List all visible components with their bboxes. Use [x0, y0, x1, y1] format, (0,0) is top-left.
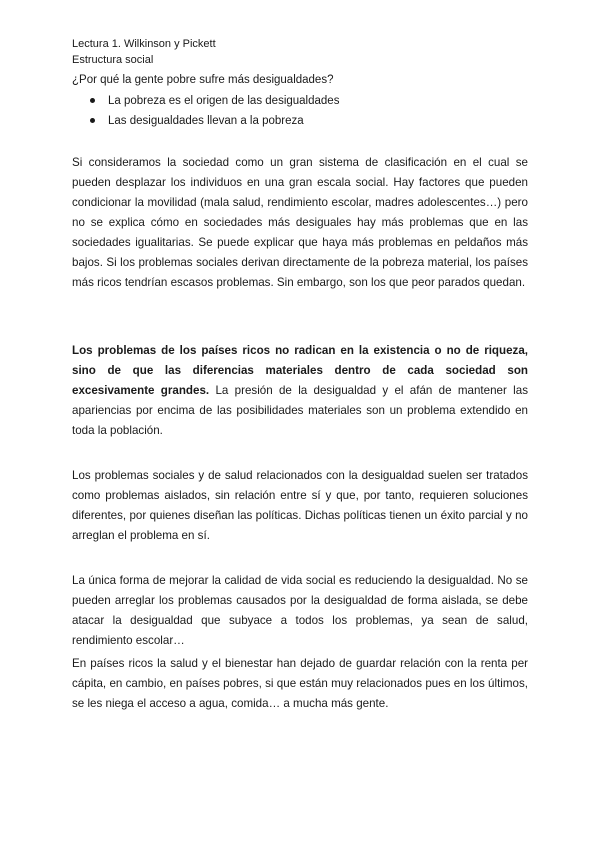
list-item — [90, 112, 339, 132]
paragraph-social-classification: Si consideramos la sociedad como un gran sistema de clasificación en el cual se pueden desplazar los individuos en una gran escala social. Hay factores que pueden condicionar la movilidad (mala salud, rendimiento escolar, madres adolescentes…) pero no se explica cómo en sociedades más desiguales hay más problemas que en las sociedades igualitarias. Se puede explicar que haya más problemas en peldaños más bajos. Si los problemas sociales derivan directamente de la pobreza material, los países más ricos tendrían escasos problemas. Sin embargo, son los que peor parados quedan. — [72, 156, 528, 289]
paragraph-health-income: En países ricos la salud y el bienestar han dejado de guardar relación con la renta per cápita, en cambio, en países pobres, si que están muy relacionados pues en los últimos, se les niega el acceso a agua, comida… a mucha más gente. — [72, 657, 528, 710]
document-header — [72, 36, 216, 68]
bullet-list — [90, 92, 339, 132]
list-item — [90, 92, 339, 112]
paragraph-reduce-inequality: La única forma de mejorar la calidad de vida social es reduciendo la desigualdad. No se pueden arreglar los problemas causados por la desigualdad de forma aislada, se debe atacar la desigualdad que subyace a todos los problemas, ya sean de salud, rendimiento escolar… — [72, 574, 528, 647]
list-item-text: La pobreza es el origen de las desigualdades — [108, 95, 340, 107]
header-course-title: Lectura 1. Wilkinson y Pickett — [72, 38, 216, 50]
list-item-text: Las desigualdades llevan a la pobreza — [108, 115, 304, 127]
paragraph-bold-statement: Los problemas de los países ricos no radican en la existencia o no de riqueza, sino de que las diferencias materiales dentro de cada sociedad son excesivamente grandes. — [72, 344, 528, 397]
section-question: ¿Por qué la gente pobre sufre más desigualdades? — [72, 74, 334, 86]
header-subject: Estructura social — [72, 54, 154, 66]
bullet-icon — [90, 118, 95, 123]
paragraph-continuation: La presión de la desigualdad y el afán de mantener las apariencias por encima de las posibilidades materiales son un problema extendido en toda la población. — [72, 384, 528, 437]
paragraph-isolated-problems: Los problemas sociales y de salud relacionados con la desigualdad suelen ser tratados como problemas aislados, sin relación entre sí y que, por tanto, requieren soluciones diferentes, por quienes diseñan las políticas. Dichas políticas tienen un éxito parcial y no arreglan el problema en sí. — [72, 469, 528, 542]
paragraph-rich-countries — [72, 341, 528, 441]
bullet-icon — [90, 98, 95, 103]
